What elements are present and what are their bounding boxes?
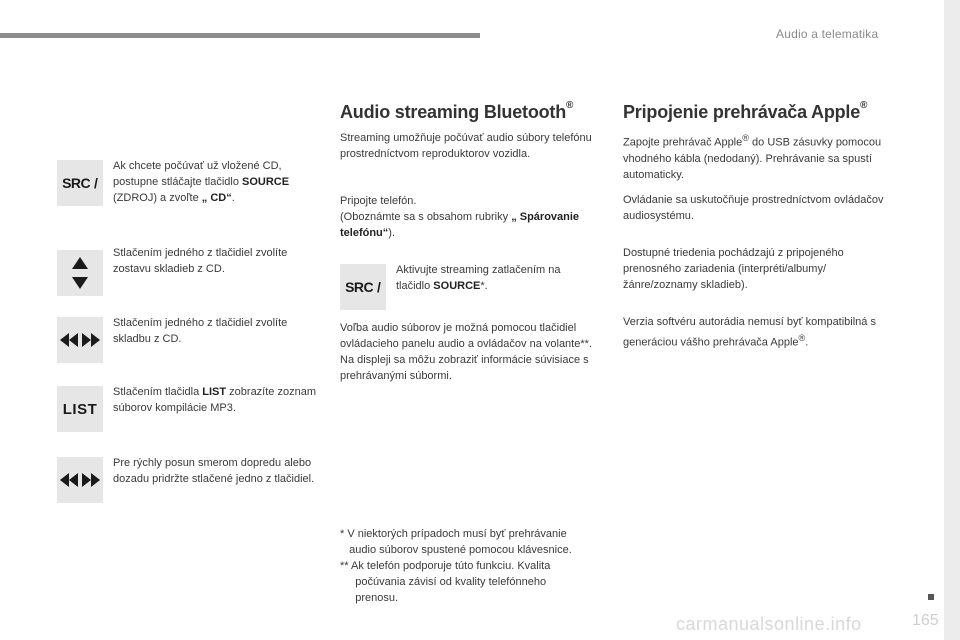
apple-paragraph-2: Ovládanie sa uskutočňuje prostredníctvom ovládačov audiosystému. (623, 194, 884, 222)
page-marker (928, 594, 934, 600)
left-item-5-text: Pre rýchly posun smerom dopredu alebo dozadu pridržte stlačené jedno z tlačidiel. (113, 457, 315, 485)
left-item-1-text: Ak chcete počúvať už vložené CD, postupne stláčajte tlačidlo SOURCE (ZDROJ) a zvoľte „ CD“. (113, 160, 290, 204)
page-header-title: Audio a telematika (776, 27, 879, 41)
bluetooth-paragraph-4: Voľba audio súborov je možná pomocou tlačidiel ovládacieho panelu audio a ovládačov na volante**. Na displeji sa môžu zobraziť informácie súvisiace s prehrávanými súbormi. (340, 322, 592, 382)
page-edge-strip (944, 0, 960, 640)
left-item-4-text: Stlačením tlačidla LIST zobrazíte zoznam súborov kompilácie MP3. (113, 386, 316, 414)
bluetooth-section-title: Audio streaming Bluetooth® (340, 100, 574, 122)
src-button-icon: SRC / (57, 160, 103, 206)
watermark: carmanualsonline.info (676, 614, 862, 634)
up-down-arrows-icon (57, 250, 103, 296)
footnote-1: * V niektorých prípadoch musí byť prehrávanie audio súborov spustené pomocou klávesnice. (340, 528, 572, 556)
bluetooth-paragraph-1: Streaming umožňuje počúvať audio súbory telefónu prostredníctvom reproduktorov vozidla. (340, 132, 592, 160)
left-item-2-text: Stlačením jedného z tlačidiel zvolíte zostavu skladieb z CD. (113, 247, 288, 275)
bluetooth-paragraph-2: Pripojte telefón. (Oboznámte sa s obsahom rubriky „ Spárovanie telefónu“). (340, 195, 580, 239)
apple-paragraph-4: Verzia softvéru autorádia nemusí byť kompatibilná s generáciou vášho prehrávača Apple®. (623, 316, 876, 349)
seek-arrows-icon (57, 457, 103, 503)
footnote-2: ** Ak telefón podporuje túto funkciu. Kvalita počúvania závisí od kvality telefónneho prenosu. (340, 560, 551, 604)
list-button-icon: LIST (57, 386, 103, 432)
page-number: 165 (912, 612, 939, 629)
seek-arrows-icon (57, 317, 103, 363)
apple-section-title: Pripojenie prehrávača Apple® (623, 100, 868, 122)
apple-paragraph-1: Zapojte prehrávač Apple® do USB zásuvky pomocou vhodného kábla (nedodaný). Prehrávanie sa spustí automaticky. (623, 133, 882, 181)
bluetooth-paragraph-3: Aktivujte streaming zatlačením na tlačidlo SOURCE*. (396, 264, 561, 292)
left-item-3-text: Stlačením jedného z tlačidiel zvolíte skladbu z CD. (113, 317, 288, 345)
src-button-icon: SRC / (340, 264, 386, 310)
apple-paragraph-3: Dostupné triedenia pochádzajú z pripojeného prenosného zariadenia (interpréti/albumy/ žánre/zoznamy skladieb). (623, 247, 844, 291)
header-bar (0, 33, 480, 38)
